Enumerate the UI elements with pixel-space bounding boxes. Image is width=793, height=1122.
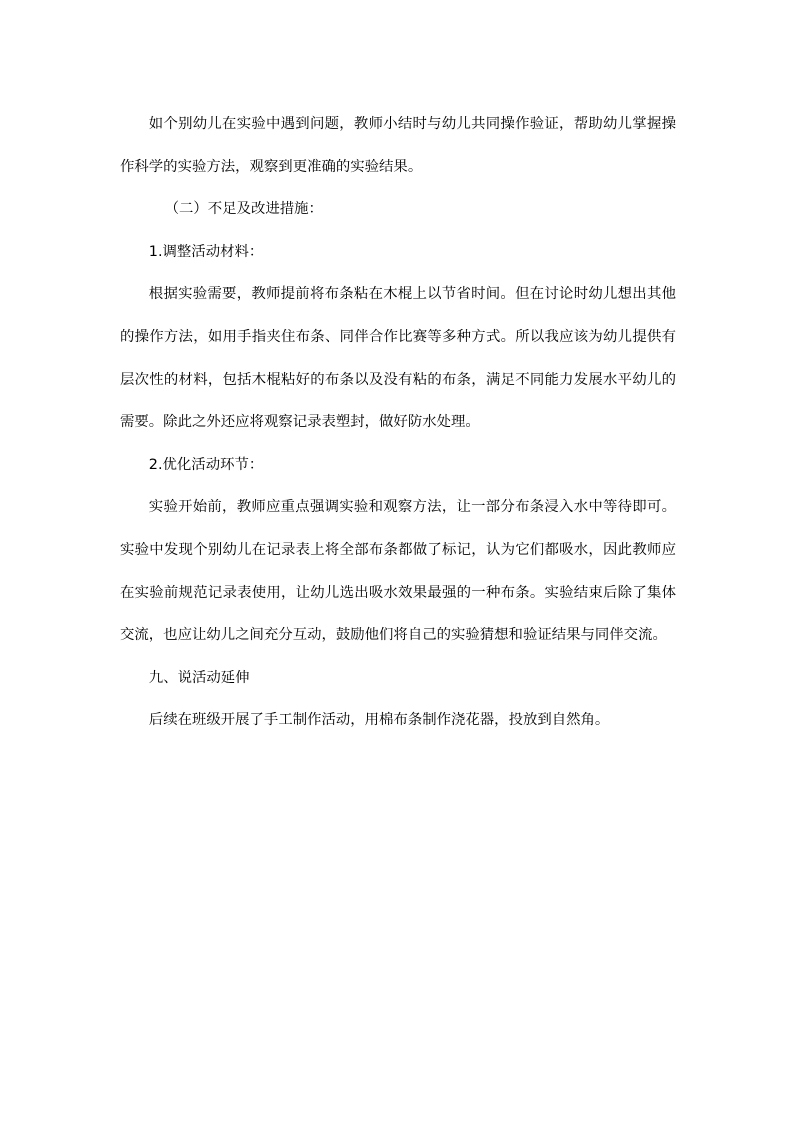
paragraph-adjust-materials: 根据实验需要，教师提前将布条粘在木棍上以节省时间。但在讨论时幼儿想出其他的操作方法，如用手指夹住布条、同伴合作比赛等多种方式。所以我应该为幼儿提供有层次性的材料，包括木棍粘好的布条以及没有粘的布条，满足不同能力发展水平幼儿的需要。除此之外还应将观察记录表塑封，做好防水处理。	[120, 286, 676, 431]
heading-optimize-activity: 2.优化活动环节：	[148, 456, 264, 473]
paragraph-optimize-activity: 实验开始前，教师应重点强调实验和观察方法，让一部分布条浸入水中等待即可。实验中发现个别幼儿在记录表上将全部布条都做了标记，认为它们都吸水，因此教师应在实验前规范记录表使用，让幼儿选出吸水效果最强的一种布条。实验结束后除了集体交流，也应让幼儿之间充分互动，鼓励他们将自己的实验猜想和验证结果与同伴交流。	[120, 499, 676, 644]
heading-activity-extension: 九、说活动延伸	[148, 669, 250, 686]
paragraph-activity-extension: 后续在班级开展了手工制作活动，用棉布条制作浇花器，投放到自然角。	[148, 712, 610, 729]
paragraph-group-problem-summary: 如个别幼儿在实验中遇到问题，教师小结时与幼儿共同操作验证，帮助幼儿掌握操作科学的实验方法，观察到更准确的实验结果。	[120, 116, 676, 175]
heading-shortcomings-improvements: （二）不足及改进措施：	[164, 201, 323, 218]
document-body	[120, 103, 676, 742]
heading-adjust-materials: 1.调整活动材料：	[148, 243, 264, 260]
